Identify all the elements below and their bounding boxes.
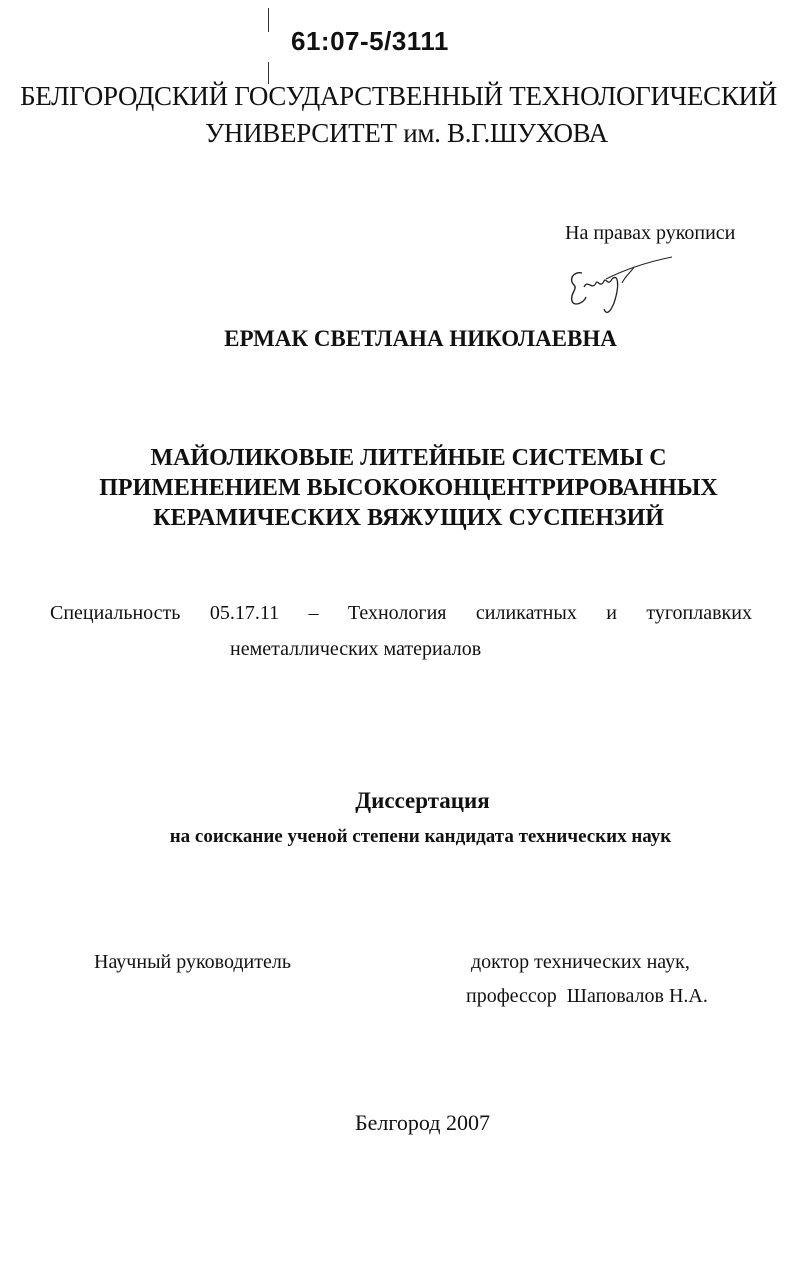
institution-line-2: УНИВЕРСИТЕТ им. В.Г.ШУХОВА <box>205 118 608 148</box>
degree-statement: на соискание ученой степени кандидата технических наук <box>169 826 672 847</box>
supervisor-label: Научный руководитель <box>94 951 291 973</box>
supervisor-degree: доктор технических наук, <box>471 951 690 973</box>
institution-line-1: БЕЛГОРОДСКИЙ ГОСУДАРСТВЕННЫЙ ТЕХНОЛОГИЧЕСКИЙ <box>20 81 777 111</box>
specialty-word: и <box>606 602 617 624</box>
title-line-1: МАЙОЛИКОВЫЕ ЛИТЕЙНЫЕ СИСТЕМЫ С <box>150 445 667 471</box>
supervisor-name: профессор Шаповалов Н.А. <box>466 985 708 1007</box>
specialty-word: тугоплавких <box>646 602 752 624</box>
specialty-code: 05.17.11 <box>209 602 280 624</box>
thesis-title <box>10 443 797 533</box>
archive-mark-line <box>268 8 269 32</box>
specialty-dash: – <box>308 602 319 624</box>
specialty-line <box>50 602 752 625</box>
author-signature <box>562 243 682 321</box>
catalog-number: 61:07-5/3111 <box>291 26 449 56</box>
title-line-3: КЕРАМИЧЕСКИХ ВЯЖУЩИХ СУСПЕНЗИЙ <box>153 505 664 531</box>
author-name: ЕРМАК СВЕТЛАНА НИКОЛАЕВНА <box>224 326 617 351</box>
specialty-continuation: неметаллических материалов <box>230 638 482 660</box>
specialty-word: Технология <box>347 602 447 624</box>
manuscript-rights: На правах рукописи <box>565 222 736 244</box>
specialty-word: Специальность <box>50 602 181 624</box>
title-line-2: ПРИМЕНЕНИЕМ ВЫСОКОКОНЦЕНТРИРОВАННЫХ <box>99 475 718 501</box>
document-type: Диссертация <box>355 788 490 813</box>
specialty-word: силикатных <box>475 602 577 624</box>
city-year: Белгород 2007 <box>355 1110 490 1135</box>
